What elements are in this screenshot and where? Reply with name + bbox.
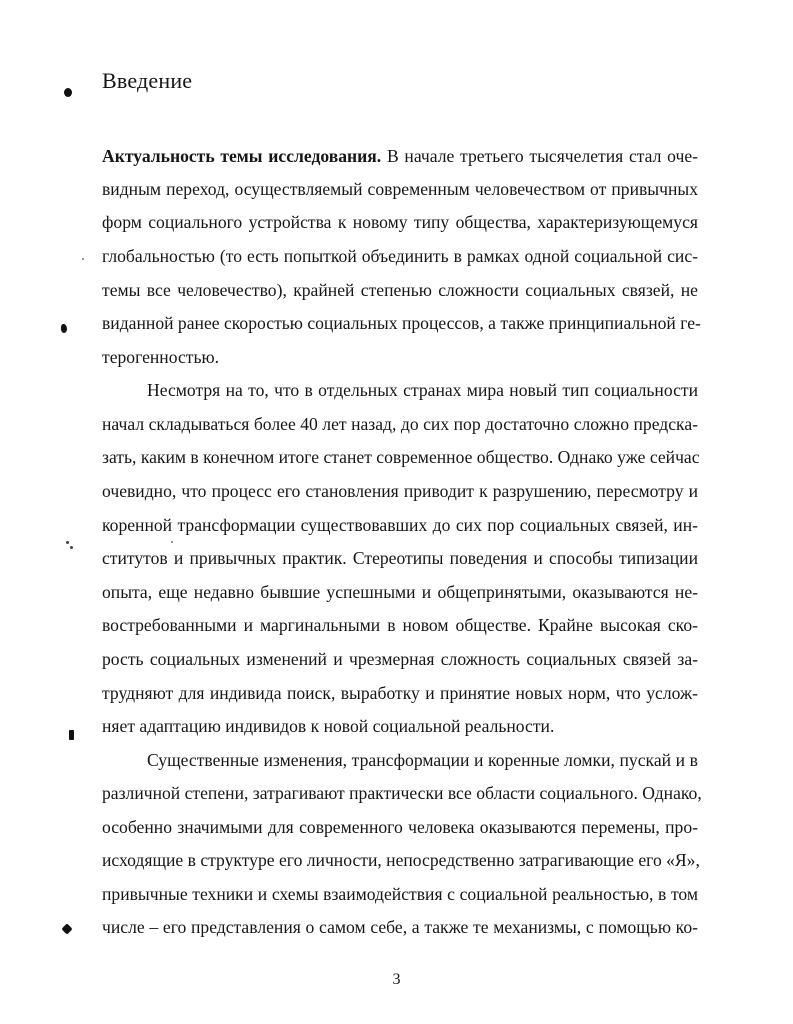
- paragraph-2-line: коренной трансформации существовавших до сих пор социальных связей, ин-: [102, 515, 698, 535]
- paragraph-2-line: ститутов и привычных практик. Стереотипы поведения и способы типизации: [102, 548, 698, 568]
- paragraph-1-line: форм социального устройства к новому типу общества, характеризующемуся: [102, 212, 698, 232]
- scan-artifact-mark: [64, 88, 72, 97]
- scan-artifact-mark: [70, 546, 73, 549]
- line-text: В начале третьего тысячелетия стал оче-: [381, 146, 698, 166]
- paragraph-1-line: глобальностью (то есть попыткой объединить в рамках одной социальной сис-: [102, 246, 698, 266]
- section-heading: Введение: [102, 68, 193, 93]
- paragraph-3-line: исходящие в структуре его личности, непосредственно затрагивающие его «Я»,: [102, 850, 700, 870]
- paragraph-1-line: видным переход, осуществляемый современным человечеством от привычных: [102, 179, 698, 199]
- paragraph-2-line: начал складываться более 40 лет назад, до сих пор достаточно сложно предска-: [102, 414, 698, 434]
- paragraph-3-line: числе – его представления о самом себе, а также те механизмы, с помощью ко-: [102, 917, 698, 937]
- page-number: 3: [392, 971, 401, 988]
- scan-artifact-mark: [66, 541, 69, 544]
- paragraph-2-line: опыта, еще недавно бывшие успешными и общепринятыми, оказываются не-: [102, 582, 698, 602]
- scan-artifact-mark: [61, 923, 72, 934]
- scan-artifact-mark: [69, 730, 74, 740]
- paragraph-2-line: востребованными и маргинальными в новом обществе. Крайне высокая ско-: [102, 615, 698, 635]
- paragraph-1-line: терогенностью.: [102, 347, 220, 367]
- paragraph-1-line-1: [102, 145, 698, 167]
- paragraph-3-line: привычные техники и схемы взаимодействия с социальной реальностью, в том: [102, 884, 698, 904]
- paragraph-1-line: темы все человечество), крайней степенью сложности социальных связей, не: [102, 280, 698, 300]
- lead-phrase: Актуальность темы исследования.: [102, 146, 382, 166]
- paragraph-2-line: очевидно, что процесс его становления приводит к разрушению, пересмотру и: [102, 481, 698, 501]
- paragraph-2-line: няет адаптацию индивидов к новой социальной реальности.: [102, 716, 555, 736]
- paragraph-2-line: рость социальных изменений и чрезмерная сложность социальных связей за-: [102, 649, 698, 669]
- paragraph-3-line: особенно значимыми для современного человека оказываются перемены, про-: [102, 817, 698, 837]
- scan-speck: [171, 541, 173, 543]
- paragraph-3-line: различной степени, затрагивают практически все области социального. Однако,: [102, 783, 702, 803]
- scan-artifact-mark: [61, 324, 67, 333]
- scan-speck: [82, 258, 84, 260]
- paragraph-2-line: Несмотря на то, что в отдельных странах мира новый тип социальности: [147, 380, 698, 400]
- paragraph-3-line: Существенные изменения, трансформации и коренные ломки, пускай и в: [147, 750, 698, 770]
- paragraph-2-line: трудняют для индивида поиск, выработку и принятие новых норм, что услож-: [102, 683, 698, 703]
- paragraph-2-line: зать, каким в конечном итоге станет современное общество. Однако уже сейчас: [102, 447, 700, 467]
- paragraph-1-line: виданной ранее скоростью социальных процессов, а также принципиальной ге-: [102, 313, 701, 333]
